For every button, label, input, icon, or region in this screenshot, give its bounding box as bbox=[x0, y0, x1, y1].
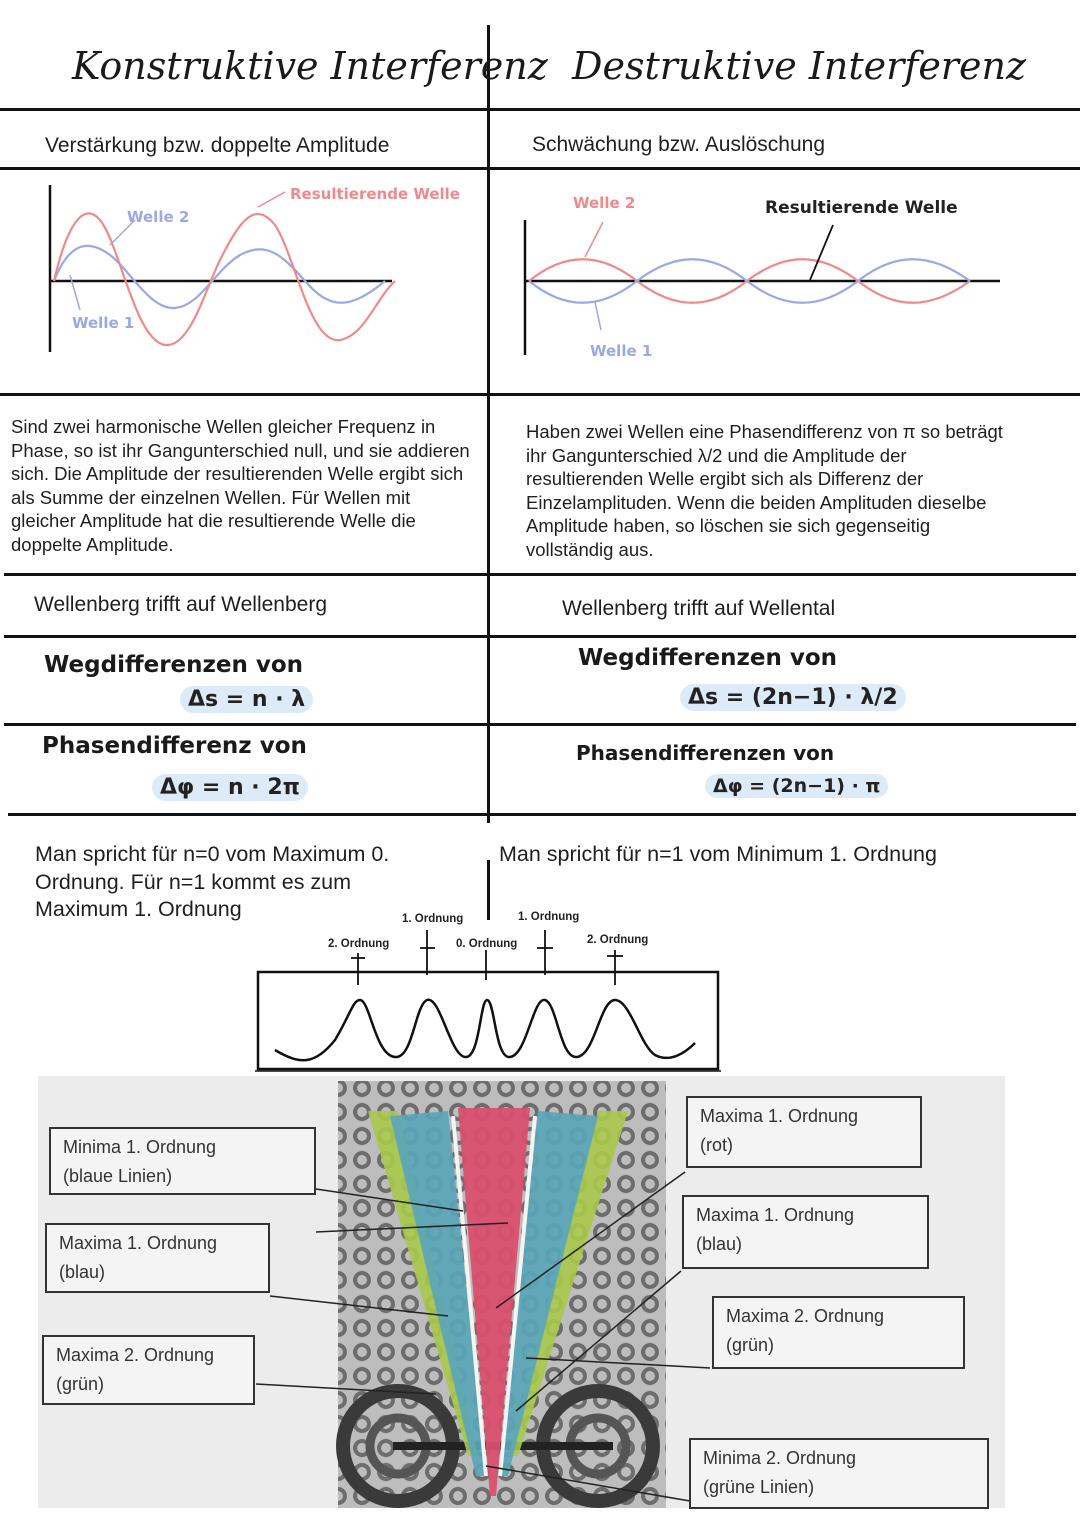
divider-graph bbox=[0, 393, 1080, 396]
right-phase-label: Phasendifferenzen von bbox=[576, 741, 835, 765]
right-path-label: Wegdifferenzen von bbox=[578, 645, 838, 671]
center-divider-lower bbox=[487, 860, 490, 920]
right-meeting: Wellenberg trifft auf Wellental bbox=[562, 597, 836, 620]
right-order-text: Man spricht für n=1 vom Minimum 1. Ordnung bbox=[499, 842, 937, 866]
left-path-formula: Δs = n · λ bbox=[180, 686, 313, 713]
center-divider bbox=[487, 25, 490, 823]
divider-subtitle bbox=[0, 167, 1080, 170]
wave-1-curve bbox=[54, 246, 385, 308]
order-label-2-right: 2. Ordnung bbox=[587, 934, 649, 946]
box-maxima-2-right bbox=[712, 1296, 965, 1369]
left-phase-formula: Δφ = n · 2π bbox=[152, 774, 308, 801]
divider-phase bbox=[8, 813, 1076, 816]
box-maxima-1-red-title: Maxima 1. Ordnung bbox=[700, 1106, 859, 1126]
order-label-1-left: 1. Ordnung bbox=[402, 913, 464, 925]
box-maxima-1-right-title: Maxima 1. Ordnung bbox=[696, 1205, 855, 1225]
left-meeting: Wellenberg trifft auf Wellenberg bbox=[34, 593, 327, 616]
order-label-1-right: 1. Ordnung bbox=[518, 911, 580, 923]
right-path-formula: Δs = (2n−1) · λ/2 bbox=[680, 684, 906, 711]
box-maxima-1-right-sub: (blau) bbox=[696, 1234, 743, 1254]
orders-sketch bbox=[255, 925, 725, 1075]
right-description: Haben zwei Wellen eine Phasendifferenz von π so beträgt ihr Gangunterschied λ/2 und die Amplitude der resultierenden Welle ergibt sich als Differenz der Einzelamplituden. Wenn die beiden Amplituden dieselbe Amplitude haben, so löschen sie sich gegenseitig vollständig aus. bbox=[526, 421, 1003, 560]
box-minima-1-sub: (blaue Linien) bbox=[63, 1166, 173, 1186]
left-phase-label: Phasendifferenz von bbox=[42, 733, 307, 759]
intensity-curve bbox=[275, 1000, 695, 1061]
divider-description bbox=[4, 573, 1076, 576]
box-maxima-2-left-sub: (grün) bbox=[56, 1374, 105, 1394]
box-minima-1 bbox=[49, 1127, 316, 1195]
order-label-0: 0. Ordnung bbox=[456, 938, 518, 950]
box-maxima-2-right-sub: (grün) bbox=[726, 1335, 775, 1355]
left-title: Konstruktive Interferenz bbox=[72, 44, 548, 88]
box-minima-2-title: Minima 2. Ordnung bbox=[703, 1448, 857, 1468]
left-wave1-label: Welle 1 bbox=[72, 314, 135, 332]
left-description: Sind zwei harmonische Wellen gleicher Frequenz in Phase, so ist ihr Gangunterschied null, und sie addieren sich. Die Amplitude der resultierenden Welle ergibt sich als Summe der einzelnen Wellen. Für Wellen mit gleicher Amplitude hat die resultierende Welle die doppelte Amplitude. bbox=[11, 416, 470, 555]
left-path-label: Wegdifferenzen von bbox=[44, 652, 304, 678]
order-label-2-left: 2. Ordnung bbox=[328, 938, 390, 950]
right-subtitle: Schwächung bzw. Auslöschung bbox=[532, 133, 826, 156]
box-maxima-1-left bbox=[45, 1223, 270, 1293]
divider-meeting bbox=[4, 635, 1076, 638]
left-order-text: Man spricht für n=0 vom Maximum 0. Ordnung. Für n=1 kommt es zum Maximum 1. Ordnung bbox=[35, 842, 390, 921]
box-minima-2 bbox=[689, 1438, 989, 1509]
box-maxima-1-red bbox=[686, 1096, 922, 1168]
box-maxima-1-left-title: Maxima 1. Ordnung bbox=[59, 1233, 218, 1253]
right-wave1-label: Welle 1 bbox=[590, 342, 653, 360]
box-maxima-2-right-title: Maxima 2. Ordnung bbox=[726, 1306, 885, 1326]
divider-path bbox=[4, 723, 1076, 726]
box-maxima-2-left bbox=[42, 1335, 255, 1405]
box-maxima-2-left-title: Maxima 2. Ordnung bbox=[56, 1345, 215, 1365]
left-resultant-label: Resultierende Welle bbox=[290, 185, 460, 203]
divider-title bbox=[0, 108, 1080, 111]
right-wave2-label: Welle 2 bbox=[573, 194, 636, 212]
box-minima-1-title: Minima 1. Ordnung bbox=[63, 1137, 217, 1157]
box-maxima-1-red-sub: (rot) bbox=[700, 1135, 733, 1155]
right-phase-formula: Δφ = (2n−1) · π bbox=[705, 774, 888, 798]
box-maxima-1-right bbox=[682, 1195, 929, 1269]
box-maxima-1-left-sub: (blau) bbox=[59, 1262, 106, 1282]
left-wave2-label: Welle 2 bbox=[127, 208, 190, 226]
constructive-graph bbox=[40, 180, 470, 380]
box-minima-2-sub: (grüne Linien) bbox=[703, 1477, 815, 1497]
right-resultant-label: Resultierende Welle bbox=[765, 198, 958, 218]
right-title: Destruktive Interferenz bbox=[572, 44, 1026, 88]
left-subtitle: Verstärkung bzw. doppelte Amplitude bbox=[45, 134, 390, 157]
